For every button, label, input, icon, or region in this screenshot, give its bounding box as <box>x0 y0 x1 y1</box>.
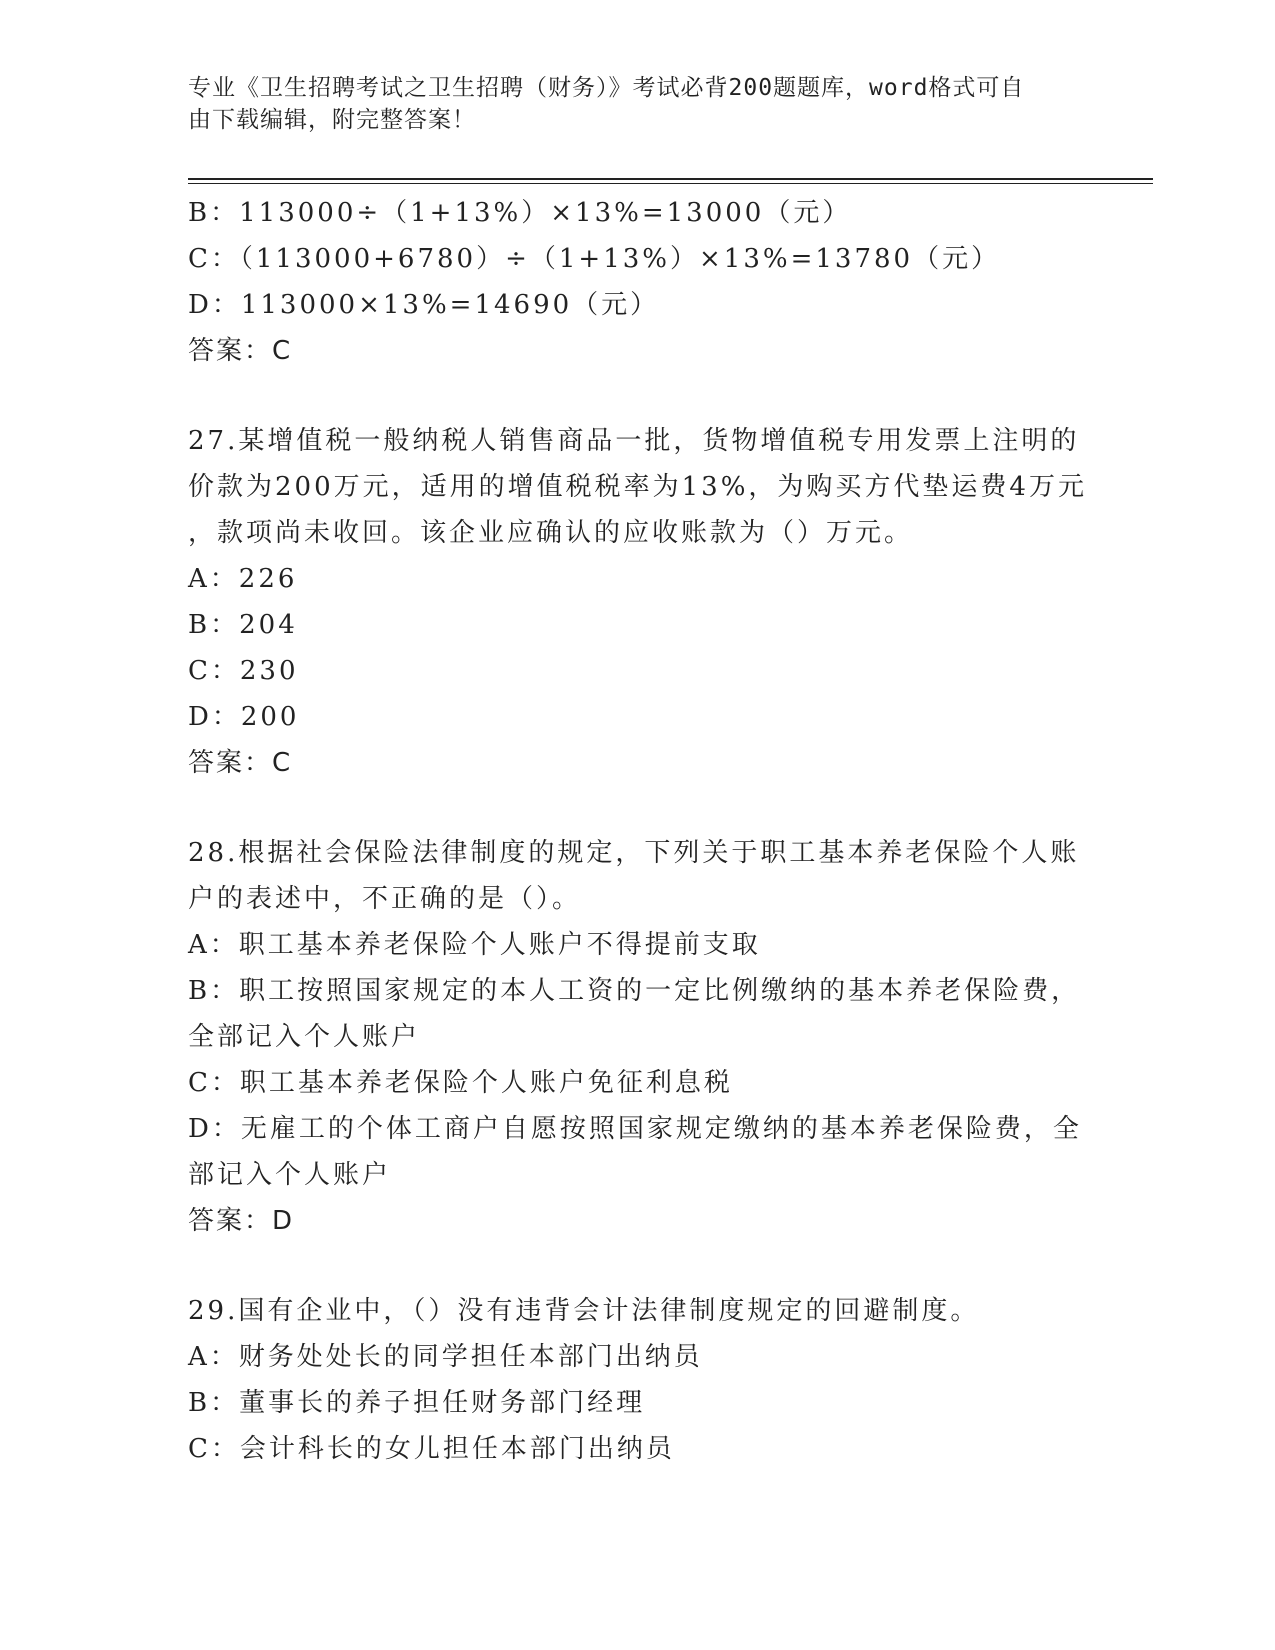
option-b: B：204 <box>188 610 298 640</box>
option-a: A：职工基本养老保险个人账户不得提前支取 <box>188 930 761 960</box>
option-b-continued: 全部记入个人账户 <box>188 1022 421 1052</box>
answer-line: 答案：C <box>188 336 293 366</box>
header-divider-thin <box>188 183 1153 184</box>
question-26-block <box>188 190 1088 374</box>
option-b: B：职工按照国家规定的本人工资的一定比例缴纳的基本养老保险费， <box>188 976 1081 1006</box>
spacer <box>188 786 1088 830</box>
option-d: D：113000×13%=14690（元） <box>188 290 660 320</box>
question-29-block <box>188 1288 1088 1472</box>
option-c: C：230 <box>188 656 299 686</box>
option-d: D：200 <box>188 702 300 732</box>
option-c: C：（113000+6780）÷（1+13%）×13%=13780（元） <box>188 244 1001 274</box>
option-d: D：无雇工的个体工商户自愿按照国家规定缴纳的基本养老保险费，全 <box>188 1114 1082 1144</box>
question-stem: 29.国有企业中，（）没有违背会计法律制度规定的回避制度。 <box>188 1296 980 1326</box>
option-a: A：财务处处长的同学担任本部门出纳员 <box>188 1342 703 1372</box>
question-stem: 28.根据社会保险法律制度的规定，下列关于职工基本养老保险个人账 <box>188 838 1080 868</box>
answer-line: 答案：D <box>188 1206 295 1236</box>
question-28-block <box>188 830 1088 1244</box>
answer-line: 答案：C <box>188 748 293 778</box>
option-c: C：会计科长的女儿担任本部门出纳员 <box>188 1434 675 1464</box>
spacer <box>188 374 1088 418</box>
option-b: B：董事长的养子担任财务部门经理 <box>188 1388 646 1418</box>
document-header <box>188 72 1088 136</box>
question-stem: ，款项尚未收回。该企业应确认的应收账款为（）万元。 <box>188 518 914 548</box>
question-stem: 27.某增值税一般纳税人销售商品一批，货物增值税专用发票上注明的 <box>188 426 1080 456</box>
question-content <box>188 190 1088 1472</box>
question-stem: 价款为200万元，适用的增值税税率为13%，为购买方代垫运费4万元 <box>188 472 1087 502</box>
spacer <box>188 1244 1088 1288</box>
option-a: A：226 <box>188 564 298 594</box>
option-b: B：113000÷（1+13%）×13%=13000（元） <box>188 198 852 228</box>
option-c: C：职工基本养老保险个人账户免征利息税 <box>188 1068 733 1098</box>
question-27-block <box>188 418 1088 786</box>
header-line-1: 专业《卫生招聘考试之卫生招聘（财务）》考试必背200题题库，word格式可自 <box>188 75 1025 101</box>
header-divider-thick <box>188 178 1153 180</box>
question-stem: 户的表述中，不正确的是（）。 <box>188 884 582 914</box>
header-line-2: 由下载编辑，附完整答案！ <box>188 107 476 133</box>
option-d-continued: 部记入个人账户 <box>188 1160 392 1190</box>
